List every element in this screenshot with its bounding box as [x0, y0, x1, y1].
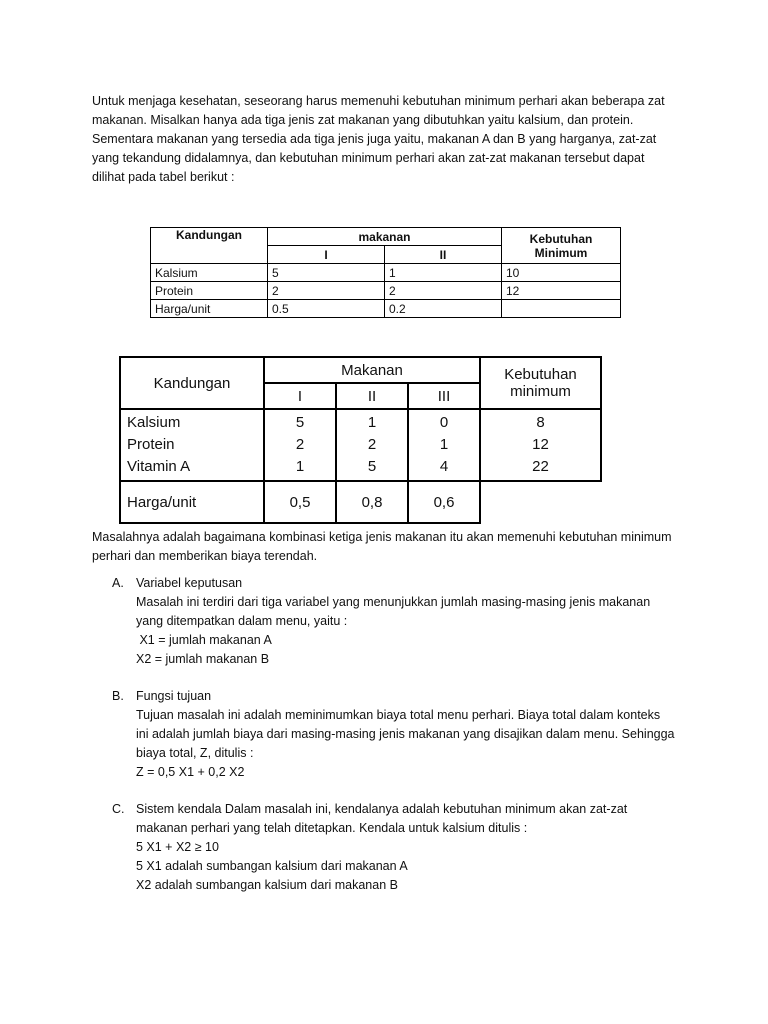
header-food-2: II	[385, 246, 502, 264]
food-1-values	[264, 409, 336, 481]
section-c	[112, 800, 702, 895]
cell-value: 8	[536, 414, 545, 431]
section-marker: C.	[112, 802, 125, 816]
row-label: Vitamin A	[127, 458, 191, 475]
nutrition-table-large	[119, 356, 602, 524]
section-line: Masalah ini terdiri dari tiga variabel yang menunjukkan jumlah masing-masing jenis makanan	[136, 595, 651, 609]
cell-value: 4	[439, 458, 449, 475]
cell-food-2: 2	[385, 282, 502, 300]
cell-minimum: 12	[502, 282, 621, 300]
cell-value: 2	[367, 436, 377, 453]
cell-value: 12	[532, 436, 549, 453]
nutrition-table-small	[150, 227, 621, 318]
row-label: Kalsium	[151, 264, 268, 282]
intro-line: makanan. Misalkan hanya ada tiga jenis zat makanan yang dibutuhkan yaitu kalsium, dan protein.	[92, 113, 634, 127]
cell-value: 5	[295, 414, 305, 431]
section-line: X1 = jumlah makanan A	[136, 633, 272, 647]
cell-minimum	[502, 300, 621, 318]
cell-value: 0	[439, 414, 449, 431]
header-makanan: makanan	[268, 228, 502, 246]
section-line: makanan perhari yang telah ditetapkan. Kendala untuk kalsium ditulis :	[136, 821, 528, 835]
row-label: Harga/unit	[151, 300, 268, 318]
cell-value: 1	[439, 436, 449, 453]
problem-line: Masalahnya adalah bagaimana kombinasi ketiga jenis makanan itu akan memenuhi kebutuhan minimum	[92, 530, 672, 544]
header-makanan: Makanan	[264, 357, 480, 383]
header-food-2: II	[336, 383, 408, 409]
cell-food-1: 5	[268, 264, 385, 282]
table-row	[151, 264, 621, 282]
cell-food-1: 2	[268, 282, 385, 300]
section-line: Tujuan masalah ini adalah meminimumkan biaya total menu perhari. Biaya total dalam konteks	[136, 708, 661, 722]
section-a	[112, 574, 702, 669]
intro-line: dilihat pada tabel berikut :	[92, 170, 235, 184]
table-row	[151, 300, 621, 318]
cell-food-2: 1	[385, 264, 502, 282]
row-label: Protein	[127, 436, 175, 453]
nutrient-labels	[120, 409, 264, 481]
cell-value: 5	[367, 458, 377, 475]
section-line: 5 X1 + X2 ≥ 10	[136, 840, 219, 854]
cell-value: 1	[367, 414, 377, 431]
header-kebutuhan-line2: Minimum	[534, 245, 588, 260]
price-label: Harga/unit	[120, 481, 264, 523]
section-marker: B.	[112, 689, 124, 703]
price-food-2: 0,8	[336, 481, 408, 523]
section-line: Fungsi tujuan	[136, 689, 212, 703]
section-line: 5 X1 adalah sumbangan kalsium dari makanan A	[136, 859, 408, 873]
cell-value: 22	[532, 458, 549, 475]
minimum-values	[480, 409, 601, 481]
header-food-3: III	[408, 383, 480, 409]
intro-line: yang tekandung didalamnya, dan kebutuhan minimum perhari akan zat-zat makanan tersebut dapat	[92, 151, 645, 165]
header-food-1: I	[268, 246, 385, 264]
header-kandungan: Kandungan	[120, 357, 264, 409]
intro-paragraph	[92, 92, 692, 187]
intro-line: Sementara makanan yang tersedia ada tiga jenis juga yaitu, makanan A dan B yang harganya, zat-zat	[92, 132, 657, 146]
section-line: X2 adalah sumbangan kalsium dari makanan B	[136, 878, 398, 892]
section-b	[112, 687, 702, 782]
problem-paragraph	[92, 528, 692, 566]
intro-line: Untuk menjaga kesehatan, seseorang harus memenuhi kebutuhan minimum perhari akan beberapa zat	[92, 94, 665, 108]
cell-value: 1	[295, 458, 305, 475]
section-line: ini adalah jumlah biaya dari masing-masing jenis makanan yang disajikan dalam menu. Sehingga	[136, 727, 675, 741]
section-line: Z = 0,5 X1 + 0,2 X2	[136, 765, 245, 779]
table-row	[151, 282, 621, 300]
header-kebutuhan-line1: Kebutuhan	[504, 366, 577, 383]
row-label: Protein	[151, 282, 268, 300]
section-line: Variabel keputusan	[136, 576, 243, 590]
header-kebutuhan-line2: minimum	[510, 383, 571, 400]
header-kebutuhan	[480, 357, 601, 409]
cell-minimum: 10	[502, 264, 621, 282]
header-kebutuhan-line1: Kebutuhan	[529, 231, 593, 246]
header-kebutuhan	[502, 228, 621, 264]
section-line: X2 = jumlah makanan B	[136, 652, 270, 666]
price-food-1: 0,5	[264, 481, 336, 523]
section-line: Sistem kendala Dalam masalah ini, kendalanya adalah kebutuhan minimum akan zat-zat	[136, 802, 628, 816]
food-2-values	[336, 409, 408, 481]
section-line: biaya total, Z, ditulis :	[136, 746, 254, 760]
problem-line: perhari dan memberikan biaya terendah.	[92, 549, 318, 563]
price-food-3: 0,6	[408, 481, 480, 523]
section-marker: A.	[112, 576, 124, 590]
cell-food-2: 0.2	[385, 300, 502, 318]
header-kandungan: Kandungan	[151, 228, 268, 264]
row-label: Kalsium	[127, 414, 181, 431]
section-line: yang ditempatkan dalam menu, yaitu :	[136, 614, 348, 628]
food-3-values	[408, 409, 480, 481]
header-food-1: I	[264, 383, 336, 409]
cell-value: 2	[295, 436, 305, 453]
cell-food-1: 0.5	[268, 300, 385, 318]
empty-cell	[480, 481, 601, 523]
